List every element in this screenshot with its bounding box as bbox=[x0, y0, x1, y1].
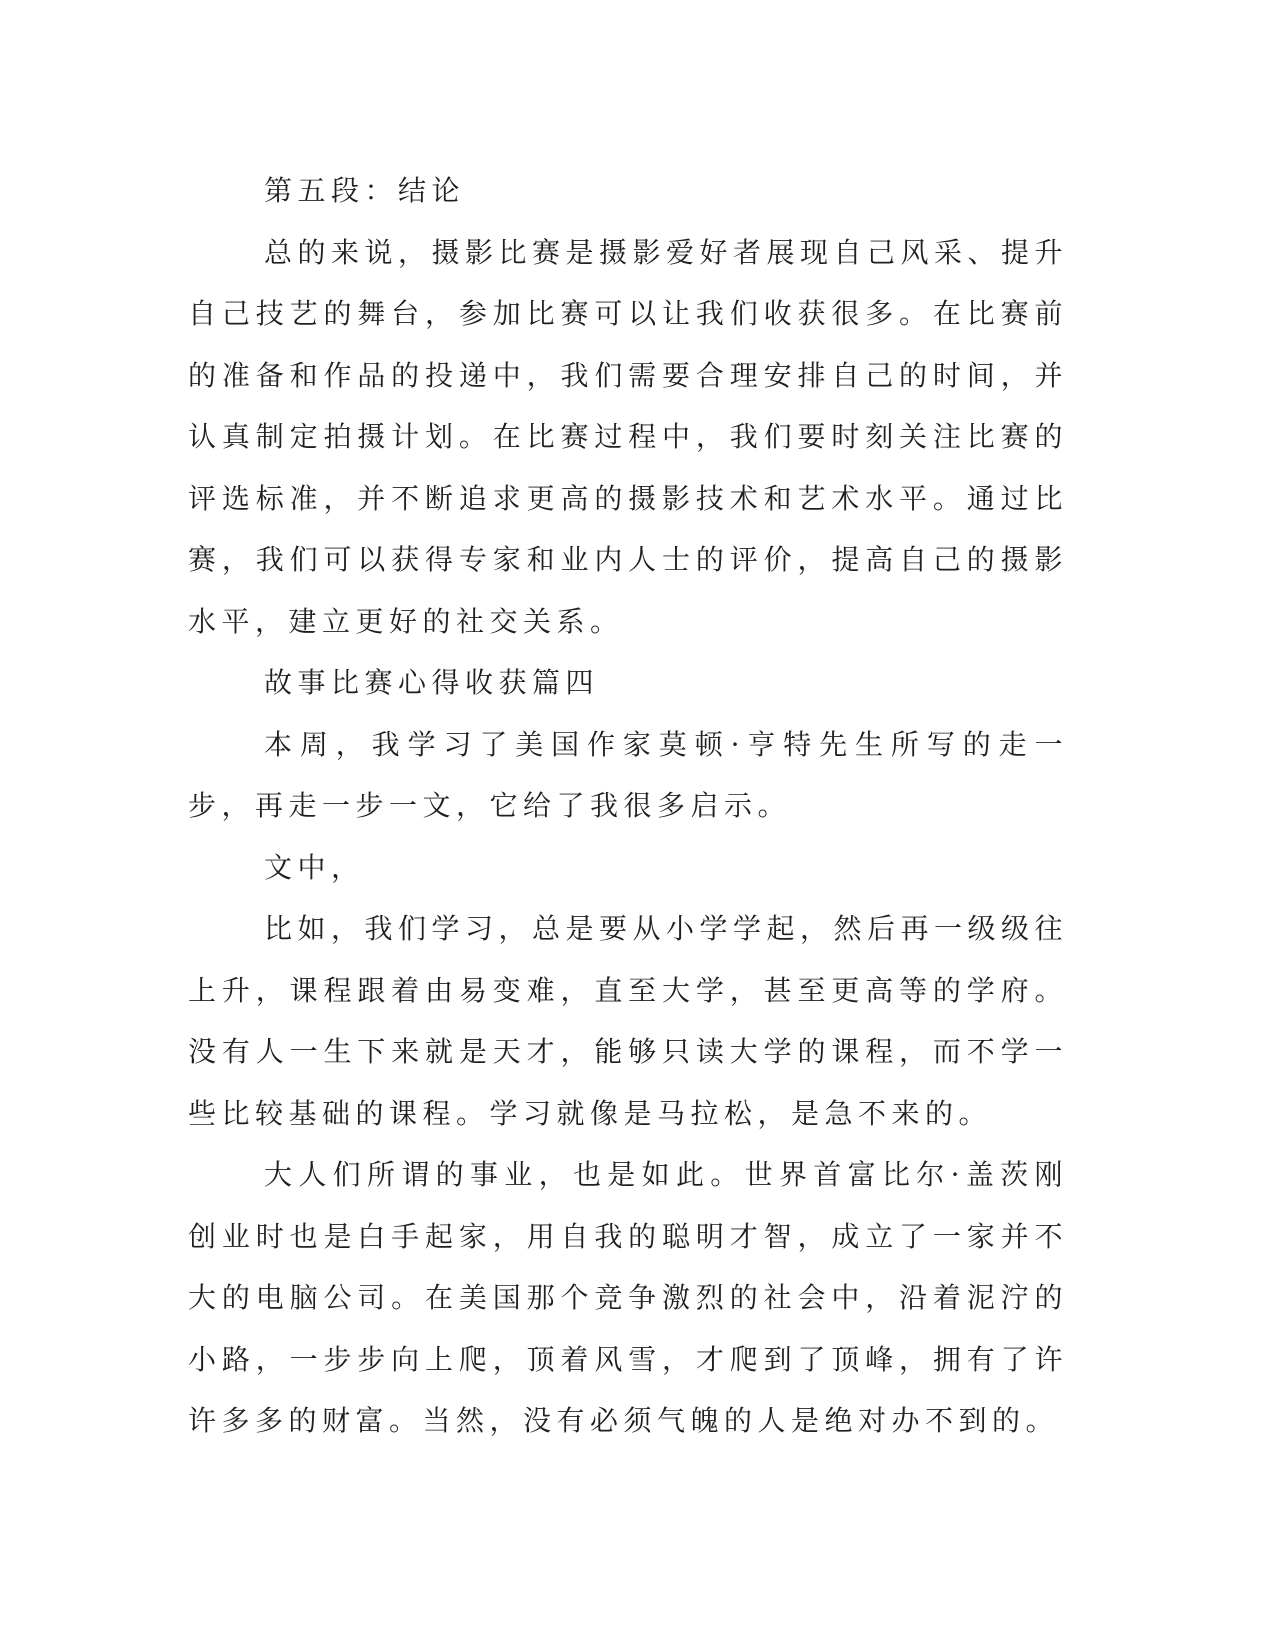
section-heading-conclusion: 第五段：结论 bbox=[264, 174, 466, 207]
paragraph-learning: 比如，我们学习，总是要从小学学起，然后再一级级往上升，课程跟着由易变难，直至大学，甚至更高等的学府。没有人一生下来就是天才，能够只读大学的课程，而不学一些比较基础的课程。学习就像是马拉松，是急不来的。 bbox=[188, 912, 1069, 1130]
paragraph-intro: 本周，我学习了美国作家莫顿·亨特先生所写的走一步，再走一步一文，它给了我很多启示。 bbox=[188, 727, 1068, 822]
paragraph-conclusion: 总的来说，摄影比赛是摄影爱好者展现自己风采、提升自己技艺的舞台，参加比赛可以让我们收获很多。在比赛前的准备和作品的投递中，我们需要合理安排自己的时间，并认真制定拍摄计划。在比赛过程中，我们要时刻关注比赛的评选标准，并不断追求更高的摄影技术和艺术水平。通过比赛，我们可以获得专家和业内人士的评价，提高自己的摄影水平，建立更好的社交关系。 bbox=[188, 235, 1069, 638]
paragraph-text-mention: 文中， bbox=[264, 850, 365, 884]
paragraph-career: 大人们所谓的事业，也是如此。世界首富比尔·盖茨刚创业时也是白手起家，用自我的聪明才智，成立了一家并不大的电脑公司。在美国那个竞争激烈的社会中，沿着泥泞的小路，一步步向上爬，顶着风雪，才爬到了顶峰，拥有了许许多多的财富。当然，没有必须气魄的人是绝对办不到的。 bbox=[188, 1158, 1068, 1437]
article-title: 故事比赛心得收获篇四 bbox=[264, 666, 600, 699]
document-body bbox=[188, 160, 1068, 1452]
